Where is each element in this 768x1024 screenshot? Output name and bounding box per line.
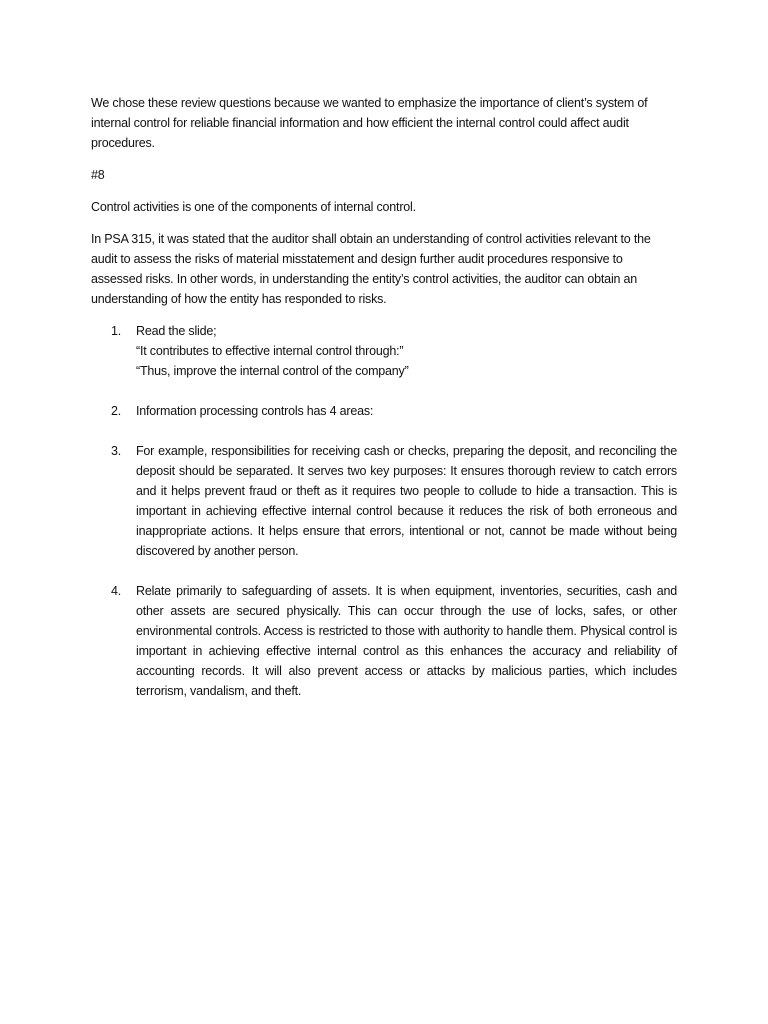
list-item-number: 2. bbox=[111, 404, 122, 418]
list-item-number: 1. bbox=[111, 324, 122, 338]
list-item-line: “Thus, improve the internal control of the company” bbox=[136, 364, 409, 378]
answer-list bbox=[91, 321, 677, 701]
intro-paragraph: We chose these review questions because we wanted to emphasize the importance of client’s system of internal control for reliable financial information and how efficient the internal control could affect audit procedures. bbox=[91, 96, 648, 150]
list-item-line: “It contributes to effective internal control through:” bbox=[136, 344, 404, 358]
question-heading: #8 bbox=[91, 168, 105, 182]
control-activities-paragraph: Control activities is one of the components of internal control. bbox=[91, 200, 416, 214]
psa-paragraph: In PSA 315, it was stated that the auditor shall obtain an understanding of control activities relevant to the audit to assess the risks of material misstatement and design further audit procedures responsive to assessed risks. In other words, in understanding the entity’s control activities, the auditor can obtain an understanding of how the entity has responded to risks. bbox=[91, 232, 651, 306]
list-item-body bbox=[136, 321, 677, 381]
list-item-line: Read the slide; bbox=[136, 324, 217, 338]
list-item bbox=[91, 321, 677, 381]
list-item-number: 3. bbox=[111, 444, 122, 458]
document-page bbox=[91, 93, 677, 721]
list-item-body: Information processing controls has 4 areas: bbox=[136, 404, 374, 418]
list-item bbox=[91, 581, 677, 701]
list-item bbox=[91, 441, 677, 561]
list-item bbox=[91, 401, 677, 421]
list-item-number: 4. bbox=[111, 584, 122, 598]
list-item-body: For example, responsibilities for receiving cash or checks, preparing the deposit, and reconciling the deposit should be separated. It serves two key purposes: It ensures thorough review to catch errors and it helps prevent fraud or theft as it requires two people to collude to hide a transaction. This is important in achieving effective internal control because it reduces the risk of both erroneous and inappropriate actions. It helps ensure that errors, intentional or not, cannot be made without being discovered by another person. bbox=[136, 444, 677, 558]
list-item-body: Relate primarily to safeguarding of assets. It is when equipment, inventories, securities, cash and other assets are secured physically. This can occur through the use of locks, safes, or other environmental controls. Access is restricted to those with authority to handle them. Physical control is important in achieving effective internal control as this enhances the accuracy and reliability of accounting records. It will also prevent access or attacks by malicious parties, which includes terrorism, vandalism, and theft. bbox=[136, 584, 677, 698]
